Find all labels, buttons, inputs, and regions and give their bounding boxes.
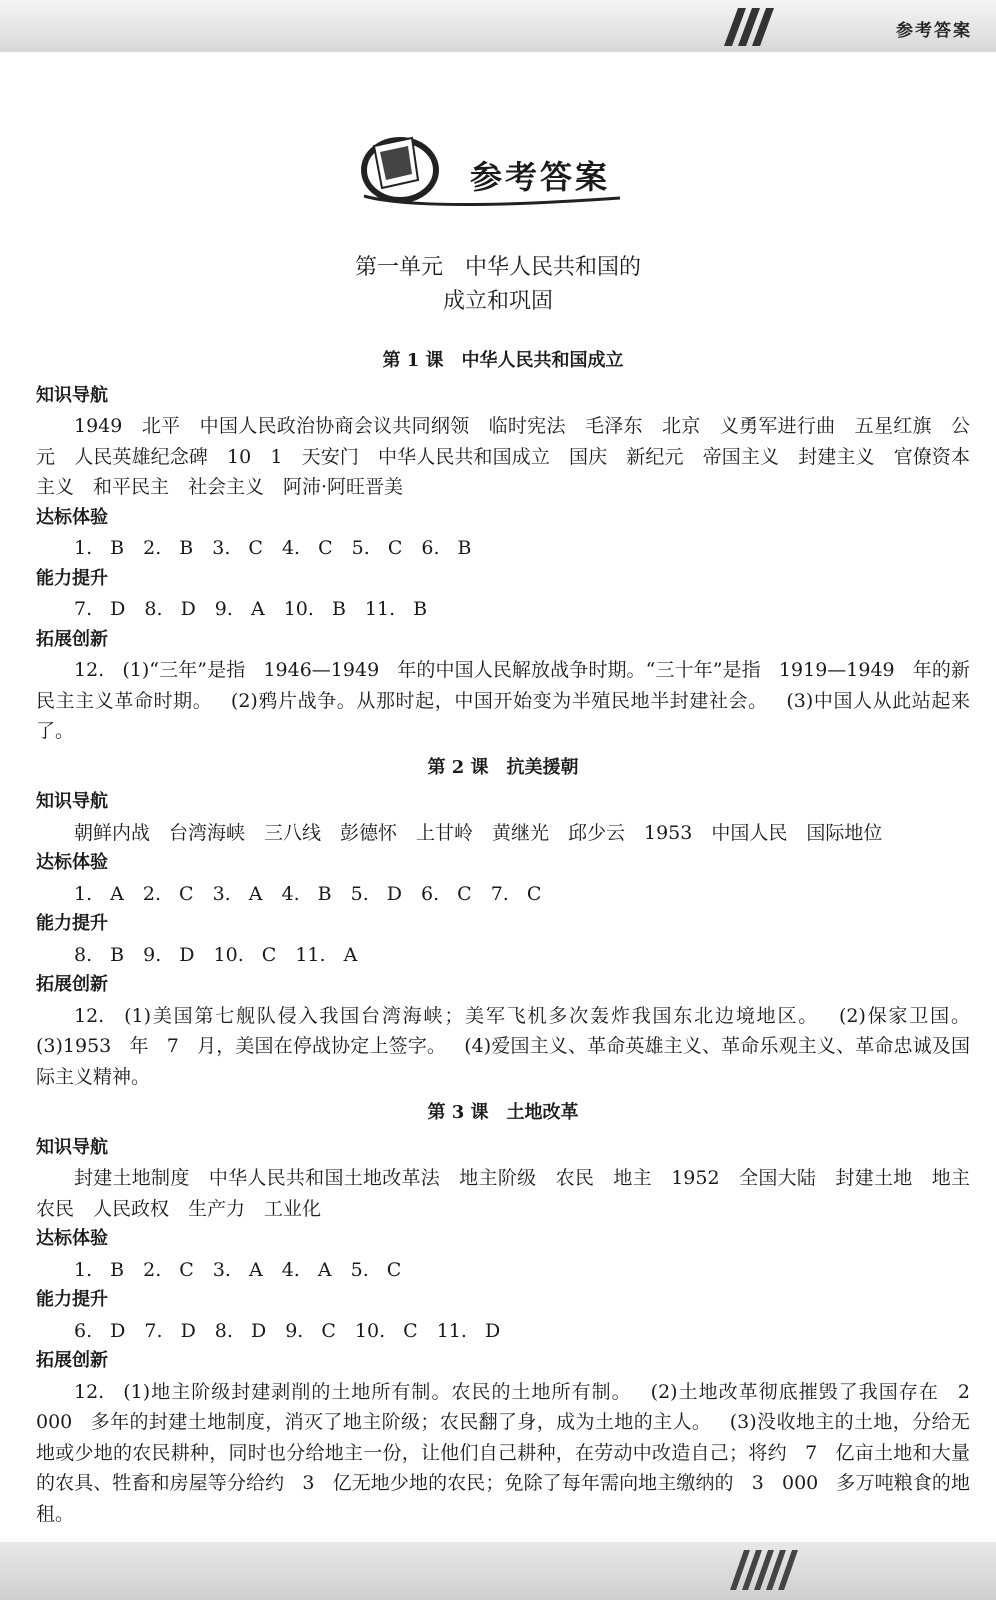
section-text: 1949 北平 中国人民政治协商会议共同纲领 临时宪法 毛泽东 北京 义勇军进行曲 五星红旗 公元 人民英雄纪念碑 10 1 天安门 中华人民共和国成立 国庆 新纪元 帝国主义 封建主义 官僚资本主义 和平民主 社会主义 阿沛·阿旺晋美	[36, 415, 970, 498]
lesson-3	[36, 1098, 990, 1529]
section-head: 知识导航	[36, 791, 108, 812]
page-footer-bar	[0, 1542, 996, 1600]
section-head: 达标体验	[36, 1228, 108, 1249]
lesson-title: 第 1 课 中华人民共和国成立	[382, 350, 624, 371]
section-head: 能力提升	[36, 567, 108, 589]
section-head: 能力提升	[36, 913, 108, 934]
section-head: 拓展创新	[36, 628, 108, 650]
lesson-2	[36, 753, 970, 1093]
section-text: 6. D 7. D 8. D 9. C 10. C 11. D	[74, 1319, 501, 1342]
section-head: 达标体验	[36, 852, 108, 873]
header-label: 参考答案	[896, 21, 972, 41]
section-text: 12. (1)“三年”是指 1946—1949 年的中国人民解放战争时期。“三十年”是指 1919—1949 年的新民主主义革命时期。 (2)鸦片战争。从那时起，中国开始变为半殖民地半封建社会。 (3)中国人从此站起来了。	[36, 659, 970, 742]
section-text: 朝鲜内战 台湾海峡 三八线 彭德怀 上甘岭 黄继光 邱少云 1953 中国人民 国际地位	[74, 821, 883, 844]
unit-title-line1: 第一单元 中华人民共和国的	[354, 255, 641, 280]
unit-title-line2: 成立和巩固	[442, 289, 553, 314]
lesson-title: 第 3 课 土地改革	[427, 1102, 579, 1123]
lesson-1	[36, 346, 970, 747]
section-text: 7. D 8. D 9. A 10. B 11. B	[74, 598, 428, 620]
section-head: 拓展创新	[36, 974, 108, 995]
section-text: 12. (1)地主阶级封建剥削的土地所有制。农民的土地所有制。 (2)土地改革彻底摧毁了我国存在 2 000 多年的封建土地制度，消灭了地主阶级；农民翻了身，成为土地的主人。 (3)没收地主的土地，分给无地或少地的农民耕种，同时也分给地主一份，让他们自己耕种，在劳动中改造自己；将约 7 亿亩土地和大量的农具、牲畜和房屋等分给约 3 亿无地少地的农民；免除了每年需向地主缴纳的 3 000 多万吨粮食的地租。	[36, 1380, 970, 1525]
section-text: 1. B 2. B 3. C 4. C 5. C 6. B	[74, 537, 472, 559]
answer-content	[36, 340, 990, 1529]
section-head: 达标体验	[36, 506, 108, 528]
section-text: 封建土地制度 中华人民共和国土地改革法 地主阶级 农民 地主 1952 全国大陆 封建土地 地主 农民 人民政权 生产力 工业化	[36, 1167, 990, 1220]
section-text: 1. B 2. C 3. A 4. A 5. C	[74, 1258, 402, 1281]
section-head: 能力提升	[36, 1289, 108, 1310]
section-head: 知识导航	[36, 1136, 108, 1158]
section-text: 1. A 2. C 3. A 4. B 5. D 6. C 7. C	[74, 882, 542, 905]
section-head: 拓展创新	[36, 1350, 108, 1371]
section-head: 知识导航	[36, 384, 108, 406]
page-header-bar	[0, 0, 996, 52]
banner-title: 参考答案	[470, 158, 611, 196]
footer-stripes-decoration	[730, 1550, 970, 1590]
section-text: 12. (1)美国第七舰队侵入我国台湾海峡；美军飞机多次轰炸我国东北边境地区。 (2)保家卫国。 (3)1953 年 7 月，美国在停战协定上签字。 (4)爱国主义、革命英雄主义、革命乐观主义、革命忠诚及国际主义精神。	[36, 1004, 970, 1088]
section-text: 8. B 9. D 10. C 11. A	[74, 943, 358, 966]
header-stripes-decoration	[714, 8, 774, 46]
lesson-title: 第 2 课 抗美援朝	[427, 756, 579, 778]
